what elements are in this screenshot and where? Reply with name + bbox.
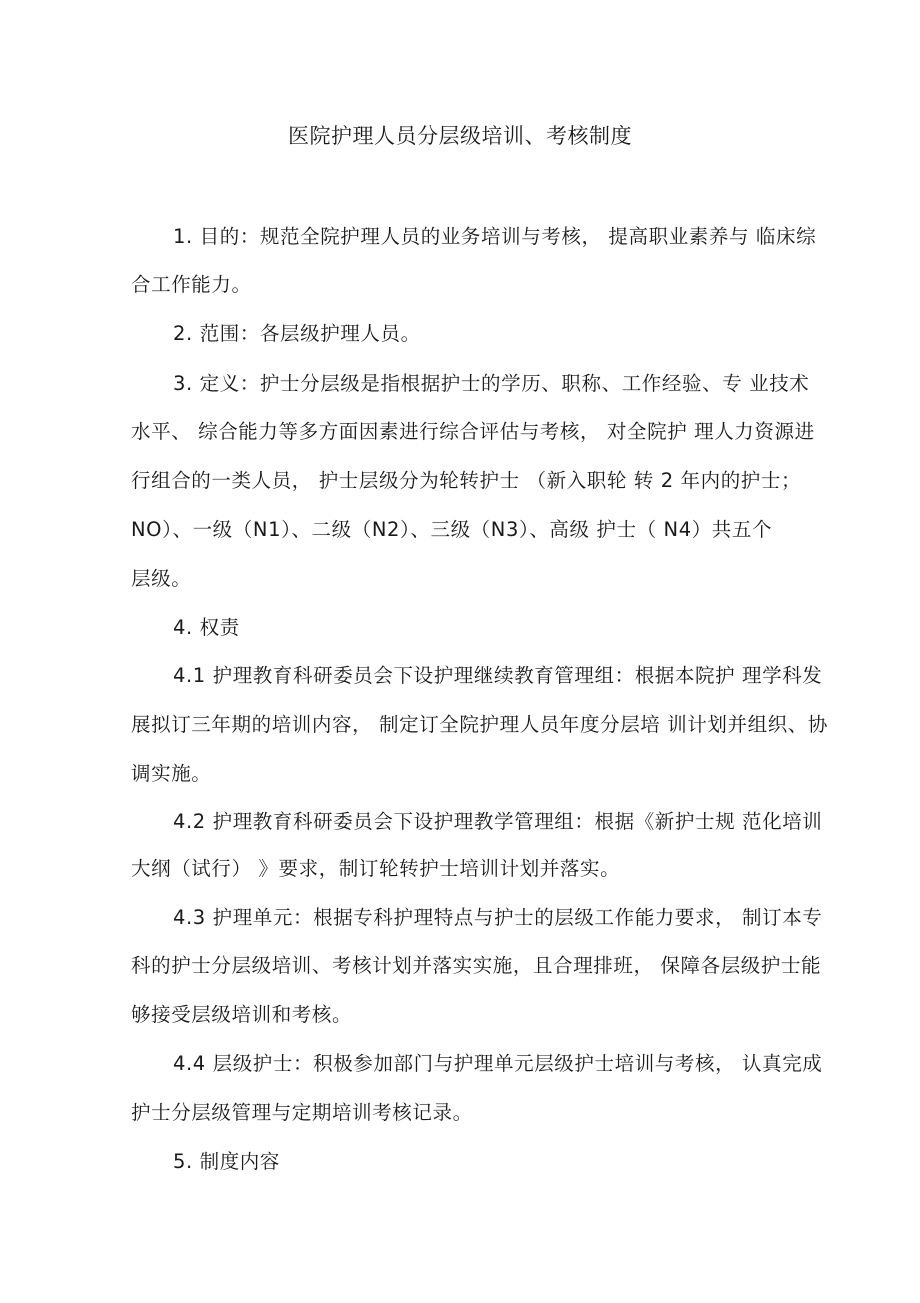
text-line: 够接受层级培训和考核。 xyxy=(131,1003,353,1026)
text-line: 5. 制度内容 xyxy=(173,1150,281,1173)
text-line: 护士分层级管理与定期培训考核记录。 xyxy=(131,1101,473,1124)
text-line: 行组合的一类人员， 护士层级分为轮转护士 （新入职轮 转 2 年内的护士； xyxy=(131,469,802,492)
text-line: 科的护士分层级培训、考核计划并落实实施，且合理排班， 保障各层级护士能 xyxy=(131,954,822,977)
text-line: 调实施。 xyxy=(131,762,212,785)
text-line: 3. 定义：护士分层级是指根据护士的学历、职称、工作经验、专 业技术 xyxy=(173,372,810,395)
text-line: 1. 目的：规范全院护理人员的业务培训与考核， 提高职业素养与 临床综 xyxy=(173,225,817,248)
text-line: 大纲（试行） 》要求，制订轮转护士培训计划并落实。 xyxy=(131,857,621,880)
text-line: 4.3 护理单元：根据专科护理特点与护士的层级工作能力要求， 制订本专 xyxy=(173,906,823,929)
text-line: 水平、 综合能力等多方面因素进行综合评估与考核， 对全院护 理人力资源进 xyxy=(131,420,815,443)
text-line: 4.4 层级护士：积极参加部门与护理单元层级护士培训与考核， 认真完成 xyxy=(173,1052,823,1075)
text-line: 层级。 xyxy=(131,567,192,590)
text-line: 展拟订三年期的培训内容， 制定订全院护理人员年度分层培 训计划并组织、协 xyxy=(131,713,828,736)
text-line: 4.1 护理教育科研委员会下设护理继续教育管理组：根据本院护 理学科发 xyxy=(173,664,823,687)
document-title: 医院护理人员分层级培训、考核制度 xyxy=(288,124,632,148)
text-line: 4.2 护理教育科研委员会下设护理教学管理组：根据《新护士规 范化培训 xyxy=(173,810,823,833)
text-line: NO）、一级（N1）、二级（N2）、三级（N3）、高级 护士（ N4）共五个 xyxy=(131,518,773,541)
text-line: 2. 范围：各层级护理人员。 xyxy=(173,322,421,345)
text-line: 4. 权责 xyxy=(173,616,240,639)
text-line: 合工作能力。 xyxy=(131,273,252,296)
